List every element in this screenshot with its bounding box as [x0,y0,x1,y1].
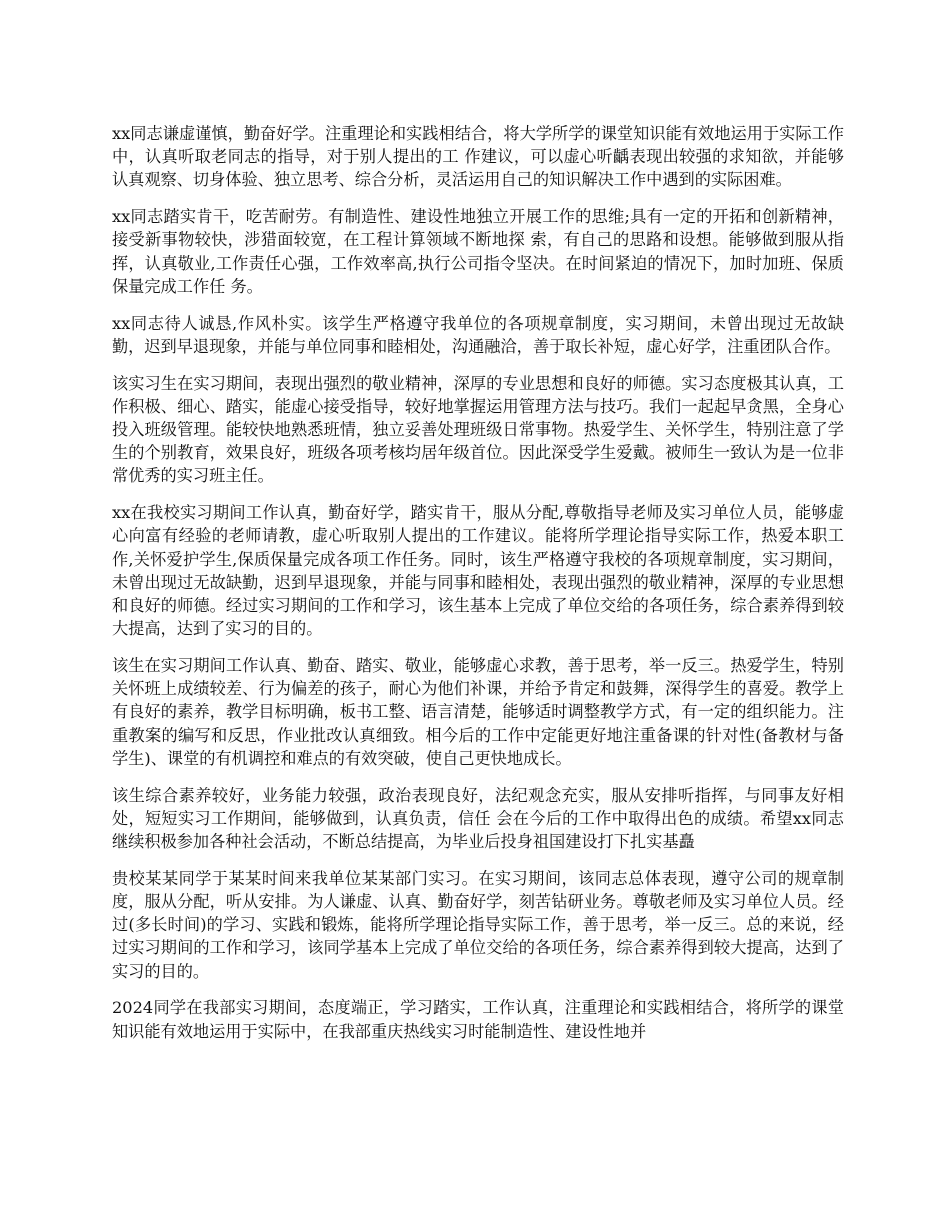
paragraph-7: 该生综合素养较好，业务能力较强，政治表现良好，法纪观念充实，服从安排听指挥，与同事友好相处，短短实习工作期间，能够做到，认真负责，信任 会在今后的工作中取得出色的成绩。希望xx同志继续积极参加各种社会活动，不断总结提高，为毕业后投身祖国建设打下扎实基矗 [112,785,844,852]
paragraph-1: xx同志谦虚谨慎，勤奋好学。注重理论和实践相结合，将大学所学的课堂知识能有效地运用于实际工作中，认真听取老同志的指导，对于别人提出的工 作建议，可以虚心听齲表现出较强的求知欲，并能够认真观察、切身体验、独立思考、综合分析，灵活运用自己的知识解决工作中遇到的实际困难。 [112,124,844,190]
paragraph-2: xx同志踏实肯干，吃苦耐劳。有制造性、建设性地独立开展工作的思维;具有一定的开拓和创新精神，接受新事物较快，涉猎面较宽，在工程计算领域不断地探 索，有自己的思路和设想。能够做到服从指挥，认真敬业,工作责任心强，工作效率高,执行公司指令坚决。在时间紧迫的情况下，加时加班、保质保量完成工作任 务。 [112,207,844,296]
document-body [112,122,844,1056]
paragraph-4: 该实习生在实习期间，表现出强烈的敬业精神，深厚的专业思想和良好的师德。实习态度极其认真，工作积极、细心、踏实，能虚心接受指导，较好地掌握运用管理方法与技巧。我们一起起早贪黑，全身心投入班级管理。能较快地熟悉班情，独立妥善处理班级日常事物。热爱学生、关怀学生，特别注意了学生的个别教育，效果良好，班级各项考核均居年级首位。因此深受学生爱戴。被师生一致认为是一位非常优秀的实习班主任。 [112,373,844,486]
paragraph-5: xx在我校实习期间工作认真，勤奋好学，踏实肯干，服从分配,尊敬指导老师及实习单位人员，能够虚心向富有经验的老师请教，虚心听取别人提出的工作建议。能将所学理论指导实际工作，热爱本职工作,关怀爱护学生,保质保量完成各项工作任务。同时，该生严格遵守我校的各项规章制度，实习期间，未曾出现过无故缺勤，迟到早退现象，并能与同事和睦相处，表现出强烈的敬业精神，深厚的专业思想和良好的师德。经过实习期间的工作和学习，该生基本上完成了单位交给的各项任务，综合素养得到较大提高，达到了实习的目的。 [112,503,844,639]
paragraph-3: xx同志待人诚恳,作风朴实。该学生严格遵守我单位的各项规章制度，实习期间，未曾出现过无故缺勤，迟到早退现象，并能与单位同事和睦相处，沟通融洽，善于取长补短，虚心好学，注重团队合作。 [112,313,844,356]
paragraph-6: 该生在实习期间工作认真、勤奋、踏实、敬业，能够虚心求教，善于思考，举一反三。热爱学生，特别关怀班上成绩较差、行为偏差的孩子，耐心为他们补课，并给予肯定和鼓舞，深得学生的喜爱。教学上有良好的素养，教学目标明确，板书工整、语言清楚，能够适时调整教学方式，有一定的组织能力。注重教案的编写和反思，作业批改认真细致。相今后的工作中定能更好地注重备课的针对性(备教材与备学生)、课堂的有机调控和难点的有效突破，使自己更快地成长。 [112,656,844,768]
paragraph-9: 2024同学在我部实习期间，态度端正，学习踏实，工作认真，注重理论和实践相结合，将所学的课堂知识能有效地运用于实际中，在我部重庆热线实习时能制造性、建设性地并 [112,998,844,1041]
paragraph-8: 贵校某某同学于某某时间来我单位某某部门实习。在实习期间，该同志总体表现，遵守公司的规章制度，服从分配，听从安排。为人谦虚、认真、勤奋好学，刻苦钻研业务。尊敬老师及实习单位人员。经过(多长时间)的学习、实践和锻炼，能将所学理论指导实际工作，善于思考，举一反三。总的来说，经过实习期间的工作和学习，该同学基本上完成了单位交给的各项任务，综合素养得到较大提高，达到了实习的目的。 [112,868,844,981]
